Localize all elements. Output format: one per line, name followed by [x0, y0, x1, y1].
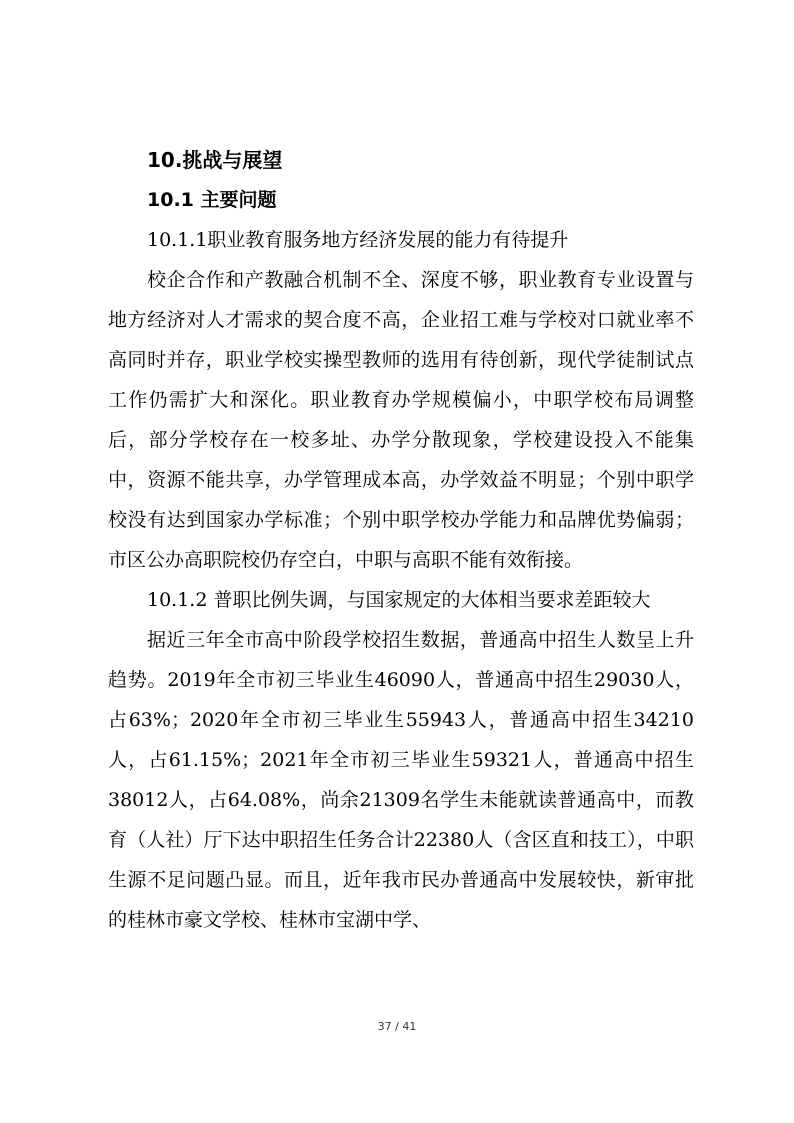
paragraph-2: 据近三年全市高中阶段学校招生数据，普通高中招生人数呈上升趋势。2019年全市初三毕业生46090人，普通高中招生29030人，占63%；2020年全市初三毕业生55943人，普通高中招生34210人，占61.15%；2021年全市初三毕业生59321人，普通高中招生38012人，占64.08%，尚余21309名学生未能就读普通高中，而教育（人社）厅下达中职招生任务合计22380人（含区直和技工），中职生源不足问题凸显。而且，近年我市民办普通高中发展较快，新审批的桂林市豪文学校、桂林市宝湖中学、	[108, 629, 694, 931]
page-number: 37 / 41	[377, 1020, 417, 1033]
document-body	[108, 140, 694, 940]
item-heading-2: 10.1.2 普职比例失调，与国家规定的大体相当要求差距较大	[147, 589, 651, 611]
section-title: 10.挑战与展望	[147, 148, 283, 172]
paragraph-1: 校企合作和产教融合机制不全、深度不够，职业教育专业设置与地方经济对人才需求的契合度不高，企业招工难与学校对口就业率不高同时并存，职业学校实操型教师的选用有待创新，现代学徒制试点工作仍需扩大和深化。职业教育办学规模偏小，中职学校布局调整后，部分学校存在一校多址、办学分散现象，学校建设投入不能集中，资源不能共享，办学管理成本高，办学效益不明显；个别中职学校没有达到国家办学标准；个别中职学校办学能力和品牌优势偏弱；市区公办高职院校仍存空白，中职与高职不能有效衔接。	[108, 269, 694, 571]
subsection-title: 10.1 主要问题	[147, 189, 277, 211]
item-heading-1: 10.1.1职业教育服务地方经济发展的能力有待提升	[147, 229, 569, 251]
